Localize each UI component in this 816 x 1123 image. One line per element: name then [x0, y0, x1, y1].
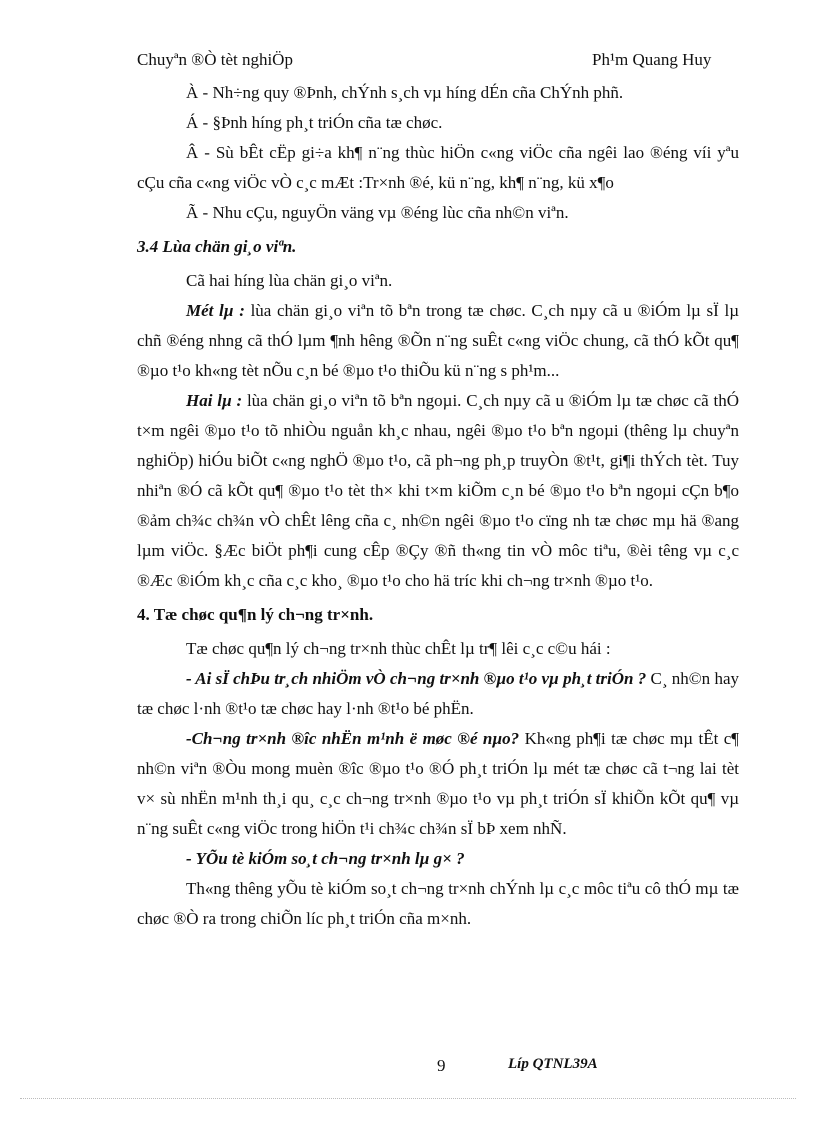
section-4-heading: 4. Tæ chøc qu¶n lý ch¬ng tr×nh.	[137, 605, 374, 624]
question-2-paragraph	[137, 724, 739, 844]
option-internal-label: Mét lµ :	[186, 301, 245, 320]
page-bottom-divider	[20, 1098, 796, 1099]
factor-item-2: Á - §Þnh híng ph¸t triÓn cña tæ chøc.	[186, 113, 443, 132]
section-3-4-intro: Cã hai híng lùa chän gi¸o viªn.	[186, 271, 393, 290]
section-3-4-heading: 3.4 Lùa chän gi¸o viªn.	[137, 237, 297, 256]
option-internal-text: lùa chän gi¸o viªn tõ bªn trong tæ chøc. C¸ch nµy cã u ®iÓm lµ sÏ lµ chñ ®éng nhng cã thÓ lµm ¶nh hêng ®Õn n¨ng suÊt c«ng viÖc chung, cã thÓ kÕt qu¶ ®µo t¹o kh«ng tèt nÕu c¸n bé ®µo t¹o thiÕu kü n¨ng s ph¹m...	[137, 301, 739, 380]
question-3: - YÕu tè kiÓm so¸t ch¬ng tr×nh lµ g× ?	[186, 849, 465, 868]
option-internal-paragraph	[137, 296, 739, 386]
class-label: Líp QTNL39A	[508, 1056, 598, 1072]
section-4-intro: Tæ chøc qu¶n lý ch¬ng tr×nh thùc chÊt lµ tr¶ lêi c¸c c©u hái :	[186, 639, 611, 658]
factor-item-3: Â - Sù bÊt cËp gi÷a kh¶ n¨ng thùc hiÖn c«ng viÖc cña ngêi lao ®éng víi yªu cÇu cña c«ng viÖc vÒ c¸c mÆt :Tr×nh ®é, kü n¨ng, kh¶ n¨ng, kü x¶o	[137, 143, 739, 192]
question-2: -Ch¬ng tr×nh ®îc nhËn m¹nh ë møc ®é nµo?	[186, 729, 520, 748]
factor-item-1: À - Nh÷ng quy ®Þnh, chÝnh s¸ch vµ híng dÉn cña ChÝnh phñ.	[186, 83, 624, 102]
answer-3: Th«ng thêng yÕu tè kiÓm so¸t ch¬ng tr×nh chÝnh lµ c¸c môc tiªu cô thÓ mµ tæ chøc ®Ò ra trong chiÕn líc ph¸t triÓn cña m×nh.	[137, 879, 739, 928]
header-title: Chuyªn ®Ò tèt nghiÖp	[137, 50, 293, 69]
option-external-label: Hai lµ :	[186, 391, 243, 410]
question-3-paragraph	[137, 844, 739, 874]
option-external-paragraph	[137, 386, 739, 596]
question-1-paragraph	[137, 664, 739, 724]
factor-item-4: Ã - Nhu cÇu, nguyÖn väng vµ ®éng lùc cña nh©n viªn.	[186, 203, 569, 222]
body-text	[137, 78, 739, 934]
question-1: - Ai sÏ chÞu tr¸ch nhiÖm vÒ ch¬ng tr×nh ®µo t¹o vµ ph¸t triÓn ?	[186, 669, 647, 688]
answer-1: C¸ nh©n hay tæ chøc l·nh ®t¹o tæ chøc hay l·nh ®t¹o bé phËn.	[137, 669, 739, 718]
header-author: Ph¹m Quang Huy	[592, 50, 712, 69]
option-external-text: lùa chän gi¸o viªn tõ bªn ngoµi. C¸ch nµy cã u ®iÓm lµ tæ chøc cã thÓ t×m ngêi ®µo t¹o tõ nhiÒu nguån kh¸c nhau, ngêi ®µo t¹o bªn ngoµi (thêng lµ chuyªn nghiÖp) hiÓu biÕt c«ng nghÖ ®µo t¹o, cã ph¬ng ph¸p truyÒn ®t¹t, gi¶i thÝch tèt. Tuy nhiªn ®Ó cã kÕt qu¶ ®µo t¹o tèt th× khi t×m kiÕm c¸n bé ®µo t¹o bªn ngoµi cÇn b¶o ®ảm ch¾c ch¾n vÒ chÊt lêng cña c¸ nh©n ngêi ®µo t¹o cïng nh tæ chøc mµ hä ®ang lµm viÖc. §Æc biÖt ph¶i cung cÊp ®Çy ®ñ th«ng tin vÒ môc tiªu, ®èi têng vµ c¸c ®Æc ®iÓm kh¸c cña c¸c kho¸ ®µo t¹o cho hä tríc khi ch¬ng tr×nh ®µo t¹o.	[137, 391, 739, 590]
answer-2: Kh«ng ph¶i tæ chøc mµ tÊt c¶ nh©n viªn ®Òu mong muèn ®îc ®µo t¹o ®Ó ph¸t triÓn lµ mét tæ chøc cã t¬ng lai tèt v× sù nhËn m¹nh th¸i qu¸ c¸c ch¬ng tr×nh ®µo t¹o vµ ph¸t triÓn sÏ khiÕn kÕt qu¶ vµ n¨ng suÊt c«ng viÖc trong hiÖn t¹i ch¾c ch¾n sÏ bÞ xem nhÑ.	[137, 729, 739, 838]
page-number: 9	[437, 1056, 446, 1075]
